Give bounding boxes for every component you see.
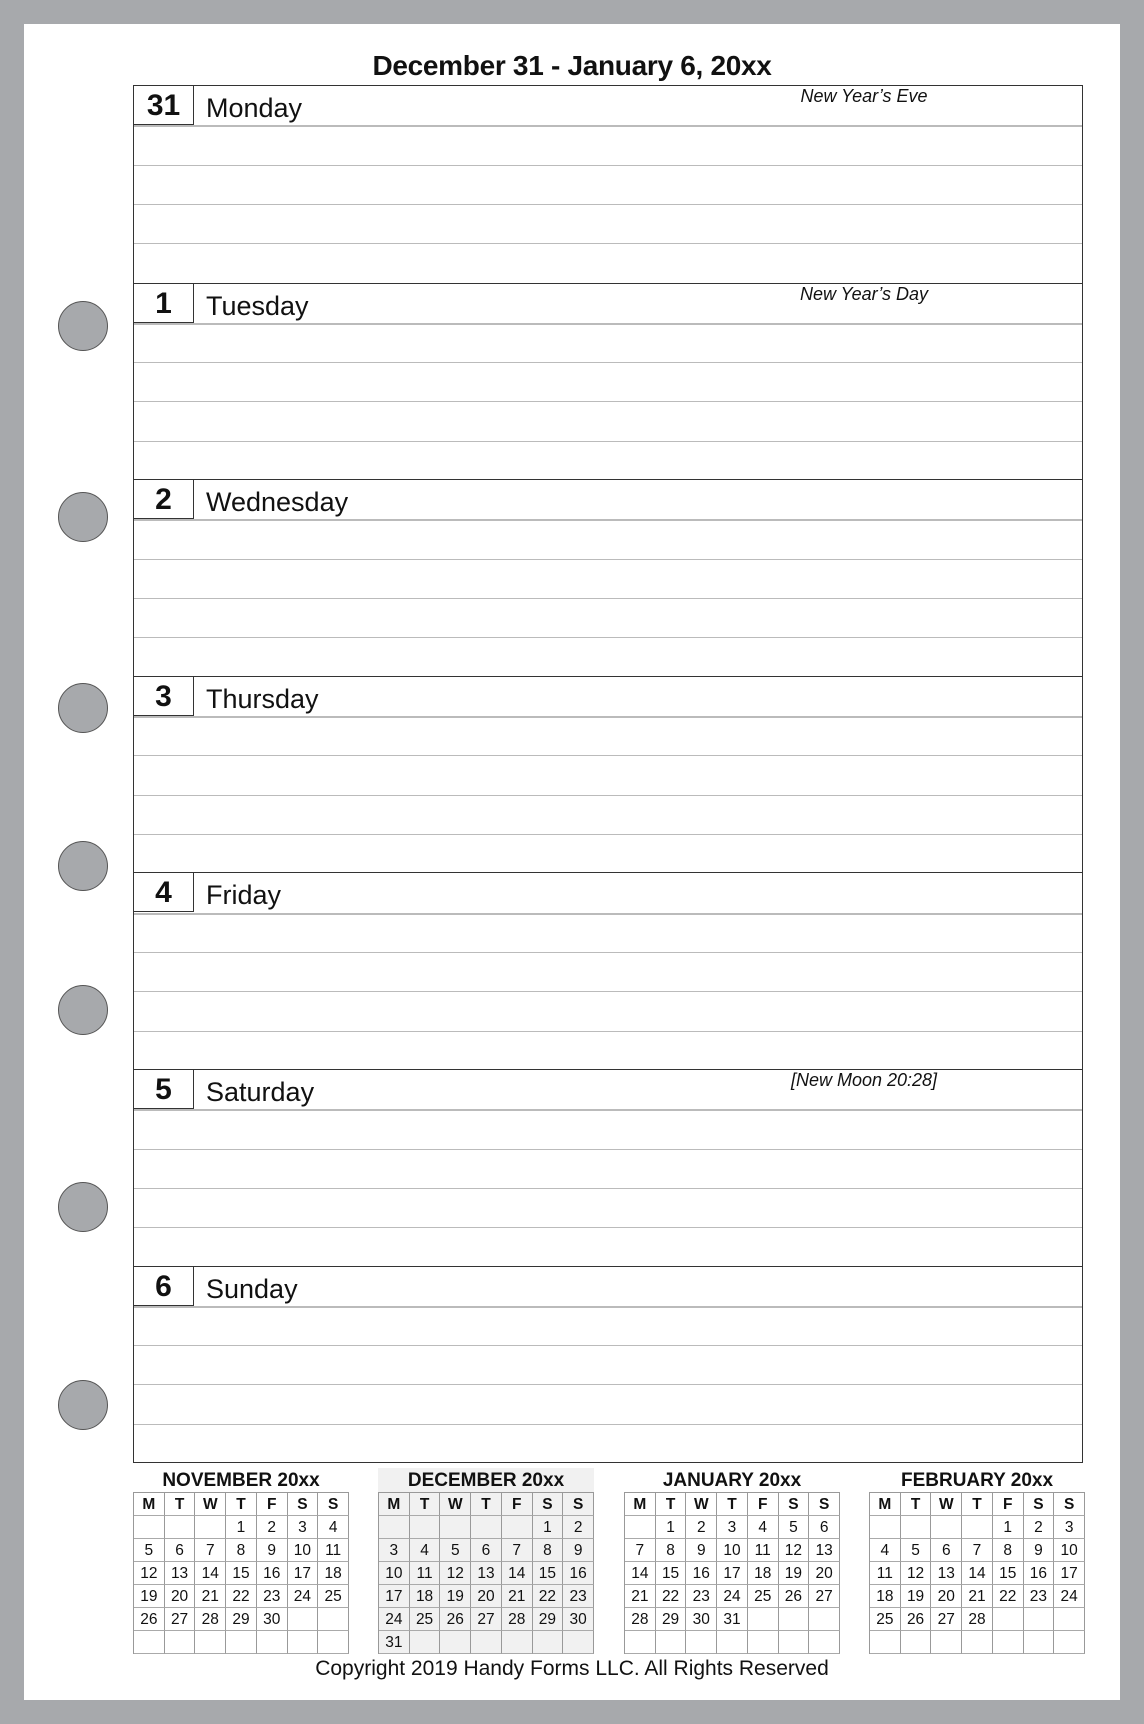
- date-cell: 18: [318, 1562, 349, 1585]
- date-cell: 1: [993, 1516, 1024, 1539]
- writing-line[interactable]: [134, 1149, 1082, 1150]
- writing-line[interactable]: [134, 243, 1082, 244]
- day-number: 5: [134, 1070, 194, 1109]
- date-cell: [809, 1608, 840, 1631]
- date-cell: 19: [779, 1562, 810, 1585]
- date-cell: 28: [195, 1608, 226, 1631]
- page-title: December 31 - January 6, 20xx: [372, 50, 772, 81]
- copyright: Copyright 2019 Handy Forms LLC. All Rights Reserved: [315, 1657, 829, 1680]
- weekly-planner: [133, 85, 1083, 1463]
- date-cell: [318, 1631, 349, 1654]
- writing-line[interactable]: [134, 559, 1082, 560]
- date-cell: [993, 1631, 1024, 1654]
- date-cell: 2: [563, 1516, 594, 1539]
- date-cell: 6: [471, 1539, 502, 1562]
- date-cell: 23: [1024, 1585, 1055, 1608]
- date-cell: 7: [195, 1539, 226, 1562]
- date-cell: 30: [686, 1608, 717, 1631]
- weekday-header: S: [1054, 1493, 1085, 1516]
- date-cell: 26: [901, 1608, 932, 1631]
- date-cell: 25: [748, 1585, 779, 1608]
- weekday-header: M: [625, 1493, 656, 1516]
- binder-hole: [58, 985, 108, 1035]
- date-cell: 5: [134, 1539, 165, 1562]
- date-cell: 3: [1054, 1516, 1085, 1539]
- weekday-header: S: [563, 1493, 594, 1516]
- binder-hole: [58, 1380, 108, 1430]
- writing-line[interactable]: [134, 637, 1082, 638]
- date-cell: 9: [686, 1539, 717, 1562]
- date-cell: 19: [901, 1585, 932, 1608]
- date-cell: [471, 1516, 502, 1539]
- weekday-header: S: [809, 1493, 840, 1516]
- date-cell: 25: [870, 1608, 901, 1631]
- date-cell: [502, 1516, 533, 1539]
- date-cell: [993, 1608, 1024, 1631]
- date-cell: [962, 1631, 993, 1654]
- date-cell: 24: [1054, 1585, 1085, 1608]
- day-block: [134, 1266, 1082, 1463]
- date-cell: [410, 1516, 441, 1539]
- date-cell: [656, 1631, 687, 1654]
- day-note: New Year’s Day: [799, 283, 929, 304]
- date-cell: [1024, 1631, 1055, 1654]
- date-cell: 29: [533, 1608, 564, 1631]
- date-cell: 5: [779, 1516, 810, 1539]
- date-cell: 16: [686, 1562, 717, 1585]
- date-cell: 6: [165, 1539, 196, 1562]
- writing-line[interactable]: [134, 1188, 1082, 1189]
- date-cell: 18: [748, 1562, 779, 1585]
- day-block: [134, 676, 1082, 873]
- date-cell: 15: [533, 1562, 564, 1585]
- date-cell: 8: [533, 1539, 564, 1562]
- date-cell: 29: [656, 1608, 687, 1631]
- date-cell: [901, 1631, 932, 1654]
- date-cell: [625, 1516, 656, 1539]
- date-cell: 11: [748, 1539, 779, 1562]
- date-cell: [779, 1608, 810, 1631]
- date-cell: 11: [318, 1539, 349, 1562]
- writing-line[interactable]: [134, 362, 1082, 363]
- day-number: 3: [134, 677, 194, 716]
- date-cell: 28: [502, 1608, 533, 1631]
- mini-calendar-title: DECEMBER 20xx: [378, 1468, 594, 1492]
- date-cell: [1024, 1608, 1055, 1631]
- date-cell: 28: [625, 1608, 656, 1631]
- date-cell: 25: [410, 1608, 441, 1631]
- date-cell: 8: [993, 1539, 1024, 1562]
- date-cell: 23: [686, 1585, 717, 1608]
- date-cell: 24: [379, 1608, 410, 1631]
- mini-calendar: [624, 1468, 840, 1654]
- mini-calendar-grid: [133, 1492, 349, 1654]
- writing-line[interactable]: [134, 1345, 1082, 1346]
- day-number: 4: [134, 873, 194, 912]
- date-cell: 2: [257, 1516, 288, 1539]
- weekday-header: F: [257, 1493, 288, 1516]
- date-cell: 27: [165, 1608, 196, 1631]
- date-cell: 27: [809, 1585, 840, 1608]
- date-cell: 13: [165, 1562, 196, 1585]
- date-cell: [440, 1631, 471, 1654]
- date-cell: [931, 1631, 962, 1654]
- date-cell: 17: [1054, 1562, 1085, 1585]
- date-cell: 14: [962, 1562, 993, 1585]
- mini-calendar-title: FEBRUARY 20xx: [900, 1470, 1054, 1491]
- weekday-header: T: [410, 1493, 441, 1516]
- date-cell: 7: [502, 1539, 533, 1562]
- weekday-header: S: [1024, 1493, 1055, 1516]
- date-cell: 3: [379, 1539, 410, 1562]
- writing-line[interactable]: [134, 1227, 1082, 1228]
- date-cell: 24: [717, 1585, 748, 1608]
- date-cell: [165, 1631, 196, 1654]
- day-number: 6: [134, 1267, 194, 1306]
- date-cell: 15: [656, 1562, 687, 1585]
- day-note: [New Moon 20:28]: [790, 1070, 938, 1090]
- date-cell: 17: [288, 1562, 319, 1585]
- binder-hole: [58, 301, 108, 351]
- mini-calendar-grid: [378, 1492, 594, 1654]
- date-cell: [288, 1608, 319, 1631]
- date-cell: 5: [440, 1539, 471, 1562]
- writing-line[interactable]: [134, 755, 1082, 756]
- date-cell: 4: [318, 1516, 349, 1539]
- date-cell: 13: [931, 1562, 962, 1585]
- date-cell: 19: [134, 1585, 165, 1608]
- day-name: Monday: [206, 93, 303, 123]
- date-cell: [134, 1631, 165, 1654]
- date-cell: [165, 1516, 196, 1539]
- writing-line[interactable]: [134, 598, 1082, 599]
- weekday-header: T: [165, 1493, 196, 1516]
- date-cell: 3: [288, 1516, 319, 1539]
- binder-hole: [58, 1182, 108, 1232]
- date-cell: 30: [563, 1608, 594, 1631]
- date-cell: 9: [257, 1539, 288, 1562]
- date-cell: 8: [226, 1539, 257, 1562]
- day-block: [134, 283, 1082, 480]
- weekday-header: T: [717, 1493, 748, 1516]
- date-cell: [931, 1516, 962, 1539]
- date-cell: 31: [379, 1631, 410, 1654]
- date-cell: 4: [748, 1516, 779, 1539]
- date-cell: [1054, 1631, 1085, 1654]
- date-cell: 26: [779, 1585, 810, 1608]
- day-number: 1: [134, 284, 194, 323]
- date-cell: [625, 1631, 656, 1654]
- date-cell: 1: [226, 1516, 257, 1539]
- day-number: 31: [134, 86, 194, 125]
- date-cell: 9: [1024, 1539, 1055, 1562]
- day-name: Tuesday: [206, 290, 309, 321]
- date-cell: 29: [226, 1608, 257, 1631]
- weekday-header: M: [134, 1493, 165, 1516]
- date-cell: [288, 1631, 319, 1654]
- weekday-header: T: [226, 1493, 257, 1516]
- date-cell: 26: [134, 1608, 165, 1631]
- date-cell: [195, 1631, 226, 1654]
- mini-calendar-grid: [624, 1492, 840, 1654]
- weekday-header: M: [870, 1493, 901, 1516]
- date-cell: 12: [901, 1562, 932, 1585]
- date-cell: [809, 1631, 840, 1654]
- date-cell: 27: [931, 1608, 962, 1631]
- day-block: [134, 872, 1082, 1069]
- day-block: [134, 86, 1082, 283]
- date-cell: 16: [563, 1562, 594, 1585]
- date-cell: [870, 1631, 901, 1654]
- date-cell: 14: [502, 1562, 533, 1585]
- date-cell: [134, 1516, 165, 1539]
- date-cell: 24: [288, 1585, 319, 1608]
- date-cell: 13: [809, 1539, 840, 1562]
- binder-hole: [58, 841, 108, 891]
- date-cell: 23: [257, 1585, 288, 1608]
- date-cell: 22: [226, 1585, 257, 1608]
- date-cell: [686, 1631, 717, 1654]
- day-name: Friday: [206, 880, 282, 911]
- date-cell: [748, 1608, 779, 1631]
- weekday-header: F: [748, 1493, 779, 1516]
- date-cell: 23: [563, 1585, 594, 1608]
- date-cell: [962, 1516, 993, 1539]
- date-cell: [226, 1631, 257, 1654]
- weekday-header: F: [993, 1493, 1024, 1516]
- weekday-header: W: [195, 1493, 226, 1516]
- weekday-header: W: [931, 1493, 962, 1516]
- date-cell: 20: [931, 1585, 962, 1608]
- date-cell: 20: [165, 1585, 196, 1608]
- date-cell: [471, 1631, 502, 1654]
- writing-line[interactable]: [134, 1031, 1082, 1032]
- day-name: Thursday: [206, 683, 319, 714]
- date-cell: 25: [318, 1585, 349, 1608]
- date-cell: 20: [471, 1585, 502, 1608]
- date-cell: 22: [533, 1585, 564, 1608]
- day-name: Sunday: [206, 1273, 298, 1304]
- mini-calendar: [378, 1468, 594, 1654]
- date-cell: 27: [471, 1608, 502, 1631]
- writing-line[interactable]: [134, 834, 1082, 835]
- date-cell: 17: [717, 1562, 748, 1585]
- weekday-header: W: [686, 1493, 717, 1516]
- date-cell: 12: [779, 1539, 810, 1562]
- day-note: New Year’s Eve: [800, 86, 928, 106]
- date-cell: 12: [440, 1562, 471, 1585]
- date-cell: [533, 1631, 564, 1654]
- date-cell: [870, 1516, 901, 1539]
- day-name: Wednesday: [206, 487, 349, 518]
- mini-calendar-title: NOVEMBER 20xx: [162, 1470, 320, 1491]
- date-cell: 12: [134, 1562, 165, 1585]
- date-cell: 21: [502, 1585, 533, 1608]
- weekday-header: T: [901, 1493, 932, 1516]
- date-cell: 2: [1024, 1516, 1055, 1539]
- binder-hole: [58, 683, 108, 733]
- date-cell: 28: [962, 1608, 993, 1631]
- mini-calendar: [869, 1468, 1085, 1654]
- date-cell: 30: [257, 1608, 288, 1631]
- date-cell: 17: [379, 1585, 410, 1608]
- date-cell: 1: [656, 1516, 687, 1539]
- writing-line[interactable]: [134, 165, 1082, 166]
- date-cell: 18: [410, 1585, 441, 1608]
- date-cell: 6: [931, 1539, 962, 1562]
- date-cell: 6: [809, 1516, 840, 1539]
- writing-line[interactable]: [134, 991, 1082, 992]
- date-cell: [901, 1516, 932, 1539]
- date-cell: [257, 1631, 288, 1654]
- weekday-header: W: [440, 1493, 471, 1516]
- date-cell: 8: [656, 1539, 687, 1562]
- date-cell: [779, 1631, 810, 1654]
- weekday-header: S: [318, 1493, 349, 1516]
- date-cell: 10: [379, 1562, 410, 1585]
- writing-line[interactable]: [134, 441, 1082, 442]
- date-cell: 11: [870, 1562, 901, 1585]
- date-cell: [748, 1631, 779, 1654]
- date-cell: 13: [471, 1562, 502, 1585]
- date-cell: 10: [717, 1539, 748, 1562]
- date-cell: 4: [410, 1539, 441, 1562]
- weekday-header: T: [471, 1493, 502, 1516]
- date-cell: 21: [625, 1585, 656, 1608]
- day-name: Saturday: [206, 1077, 315, 1107]
- date-cell: 9: [563, 1539, 594, 1562]
- date-cell: [318, 1608, 349, 1631]
- date-cell: 4: [870, 1539, 901, 1562]
- mini-calendar-title: JANUARY 20xx: [662, 1470, 802, 1491]
- date-cell: [410, 1631, 441, 1654]
- date-cell: 15: [226, 1562, 257, 1585]
- mini-calendar-grid: [869, 1492, 1085, 1654]
- date-cell: 2: [686, 1516, 717, 1539]
- date-cell: 15: [993, 1562, 1024, 1585]
- date-cell: 3: [717, 1516, 748, 1539]
- date-cell: 22: [656, 1585, 687, 1608]
- date-cell: 21: [195, 1585, 226, 1608]
- date-cell: 21: [962, 1585, 993, 1608]
- weekday-header: F: [502, 1493, 533, 1516]
- writing-line[interactable]: [134, 204, 1082, 205]
- writing-line[interactable]: [134, 1424, 1082, 1425]
- weekday-header: S: [533, 1493, 564, 1516]
- date-cell: [502, 1631, 533, 1654]
- date-cell: 26: [440, 1608, 471, 1631]
- date-cell: 5: [901, 1539, 932, 1562]
- day-number: 2: [134, 480, 194, 519]
- date-cell: 7: [625, 1539, 656, 1562]
- writing-line[interactable]: [134, 795, 1082, 796]
- day-block: [134, 479, 1082, 676]
- date-cell: 7: [962, 1539, 993, 1562]
- date-cell: 18: [870, 1585, 901, 1608]
- date-cell: 1: [533, 1516, 564, 1539]
- date-cell: 16: [1024, 1562, 1055, 1585]
- date-cell: [717, 1631, 748, 1654]
- day-block: [134, 1069, 1082, 1266]
- date-cell: 31: [717, 1608, 748, 1631]
- weekday-header: M: [379, 1493, 410, 1516]
- date-cell: 20: [809, 1562, 840, 1585]
- date-cell: 19: [440, 1585, 471, 1608]
- date-cell: 14: [625, 1562, 656, 1585]
- weekday-header: T: [962, 1493, 993, 1516]
- date-cell: 16: [257, 1562, 288, 1585]
- date-cell: 22: [993, 1585, 1024, 1608]
- date-cell: 11: [410, 1562, 441, 1585]
- date-cell: [195, 1516, 226, 1539]
- mini-calendar: [133, 1468, 349, 1654]
- weekday-header: S: [779, 1493, 810, 1516]
- weekday-header: T: [656, 1493, 687, 1516]
- date-cell: [379, 1516, 410, 1539]
- date-cell: 10: [288, 1539, 319, 1562]
- date-cell: [563, 1631, 594, 1654]
- weekday-header: S: [288, 1493, 319, 1516]
- date-cell: [440, 1516, 471, 1539]
- date-cell: 14: [195, 1562, 226, 1585]
- binder-hole: [58, 492, 108, 542]
- date-cell: [1054, 1608, 1085, 1631]
- writing-line[interactable]: [134, 401, 1082, 402]
- writing-line[interactable]: [134, 952, 1082, 953]
- writing-line[interactable]: [134, 1384, 1082, 1385]
- date-cell: 10: [1054, 1539, 1085, 1562]
